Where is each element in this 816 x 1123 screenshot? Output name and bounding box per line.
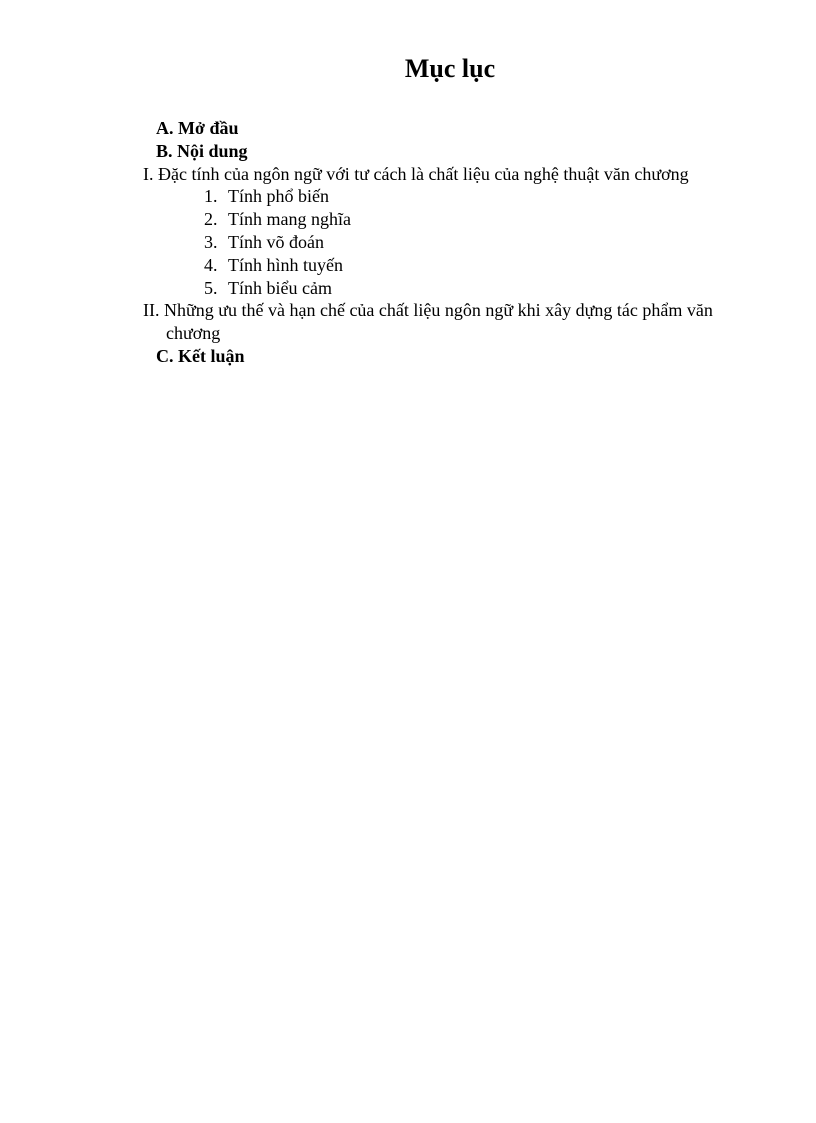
toc-item-number: 4. (204, 254, 218, 275)
table-of-contents (143, 117, 756, 368)
toc-item-label: Tính mang nghĩa (228, 209, 351, 230)
toc-item (156, 231, 756, 254)
toc-entry-b: B. Nội dung (156, 140, 248, 161)
toc-item-label: Tính biểu cảm (228, 277, 332, 298)
toc-section-1: I. Đặc tính của ngôn ngữ với tư cách là chất liệu của nghệ thuật văn chương (143, 163, 689, 184)
toc-item-label: Tính phổ biến (228, 186, 329, 207)
toc-item-number: 1. (204, 186, 218, 207)
toc-item (156, 208, 756, 231)
toc-item (156, 277, 756, 300)
toc-item-label: Tính võ đoán (228, 231, 324, 252)
toc-entry-a: A. Mở đầu (156, 118, 239, 138)
toc-item (156, 254, 756, 277)
page-title: Mục lục (404, 54, 496, 83)
toc-item-label: Tính hình tuyến (228, 254, 343, 275)
toc-item (156, 185, 756, 208)
toc-item-number: 2. (204, 209, 218, 230)
toc-entry-c: C. Kết luận (156, 345, 245, 366)
toc-item-number: 3. (204, 231, 218, 252)
toc-section-2: II. Những ưu thế và hạn chế của chất liệu ngôn ngữ khi xây dựng tác phẩm văn chương (143, 300, 713, 344)
toc-item-number: 5. (204, 277, 218, 298)
